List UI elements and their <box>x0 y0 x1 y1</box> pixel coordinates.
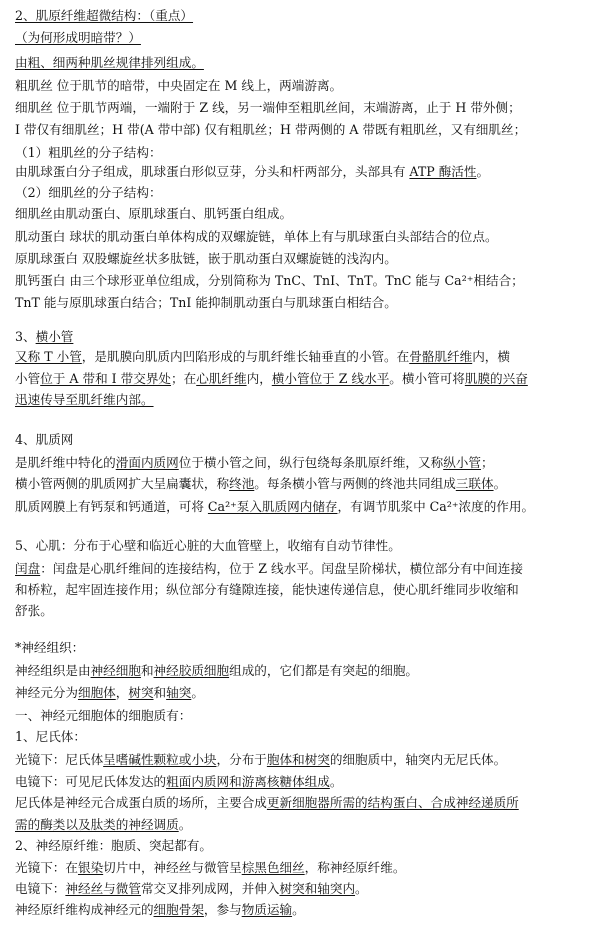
text-segment: ，参与 <box>203 902 242 917</box>
text-line <box>15 392 585 408</box>
text-segment: 组成的，它们都是有突起的细胞。 <box>229 663 418 678</box>
text-segment: 。 <box>355 881 368 896</box>
text-segment: 位于横小管之间，纵行包绕每条肌原纤维，又称 <box>178 455 444 470</box>
underlined-text: 神经丝与微管 <box>65 881 141 896</box>
underlined-text: （为何形成明暗带？） <box>15 30 141 45</box>
underlined-text: 胞体和树突 <box>266 752 330 767</box>
text-segment: ，分布于 <box>216 752 267 767</box>
underlined-text: 物质运输 <box>241 902 293 917</box>
text-segment: 尼氏体是神经元合成蛋白质的场所，主要合成 <box>15 795 267 810</box>
text-segment: （2）细肌丝的分子结构： <box>15 185 162 200</box>
underlined-text: 呈嗜碱性颗粒或小块 <box>103 752 217 767</box>
underlined-text: 树突 <box>128 685 154 700</box>
underlined-text: 神经细胞 <box>90 663 141 678</box>
text-segment: ；在 <box>171 371 197 386</box>
text-line <box>15 206 585 222</box>
underlined-text: 纵小管 <box>443 455 481 470</box>
text-line <box>15 708 585 724</box>
underlined-text: 银染 <box>77 860 104 875</box>
text-segment: I 带仅有细肌丝；H 带(A 带中部) 仅有粗肌丝；H 带两侧的 A 带既有粗肌丝，又有细肌丝； <box>15 122 527 137</box>
text-segment: 。 <box>329 774 343 789</box>
underlined-text: 棕黑色细丝 <box>241 860 305 875</box>
underlined-text: 位于 A 带和 I 带交界处 <box>40 371 172 386</box>
text-segment: 肌钙蛋白 由三个球形亚单位组成，分别简称为 TnC、TnI、TnT。TnC 能与 Ca²⁺相结合； <box>15 273 524 288</box>
text-segment: 神经原纤维构成神经元的 <box>15 902 154 917</box>
underlined-text: 粗面内质网和游离核糖体组成 <box>166 774 330 789</box>
text-segment: ，是肌膜向肌质内凹陷形成的与肌纤维长轴垂直的小管。在 <box>81 349 410 364</box>
text-segment: 常交叉排列成网，并伸入 <box>140 881 280 896</box>
text-line <box>15 860 585 876</box>
underlined-text: ATP 酶活性 <box>409 164 477 179</box>
text-segment: 。每条横小管与两侧的终池共同组成 <box>254 476 456 491</box>
text-segment: 肌质网膜上有钙泵和钙通道，可将 <box>15 499 208 514</box>
text-segment: 2、神经原纤维：胞质、突起都有。 <box>15 838 212 853</box>
text-segment: （1）粗肌丝的分子结构： <box>15 145 162 160</box>
text-segment: 1、尼氏体： <box>15 729 86 744</box>
text-line <box>15 100 585 116</box>
text-segment: 。 <box>191 685 204 700</box>
text-segment: 的细胞质中，轴突内无尼氏体。 <box>329 752 507 767</box>
text-segment: 细肌丝由肌动蛋白、原肌球蛋白、肌钙蛋白组成。 <box>15 206 293 221</box>
text-segment: 肌动蛋白 球状的肌动蛋白单体构成的双螺旋链，单体上有与肌球蛋白头部结合的位点。 <box>15 229 498 244</box>
text-segment: 神经元分为 <box>15 685 78 700</box>
underlined-text: 树突和轴突内 <box>279 881 356 896</box>
text-line <box>15 774 585 790</box>
text-line <box>15 371 585 387</box>
text-segment: 4、肌质网 <box>15 432 74 447</box>
text-line <box>15 603 585 619</box>
text-segment: 小管 <box>15 371 41 386</box>
underlined-text: 心肌纤维 <box>196 371 247 386</box>
text-line <box>15 640 585 656</box>
text-line <box>15 881 585 897</box>
text-line <box>15 582 585 598</box>
text-line <box>15 185 585 201</box>
underlined-text: 细胞骨架 <box>153 902 204 917</box>
text-line <box>15 455 585 471</box>
text-segment: 切片中，神经丝与微管呈 <box>103 860 242 875</box>
text-line <box>15 561 585 577</box>
text-segment: 一、神经元细胞体的细胞质有： <box>15 708 192 723</box>
underlined-text: 神经胶质细胞 <box>153 663 230 678</box>
underlined-text: 需的酶类以及肽类的神经调质 <box>15 817 179 832</box>
text-segment: 神经组织是由 <box>15 663 91 678</box>
underlined-text: Ca²⁺泵入肌质网内储存 <box>207 499 338 514</box>
text-segment: 内，横 <box>472 349 510 364</box>
underlined-text: 横小管位于 Z 线水平 <box>271 371 390 386</box>
text-line <box>15 78 585 94</box>
underlined-text: 肌膜的兴奋 <box>464 371 528 386</box>
text-line <box>15 817 585 833</box>
text-segment: 3、 <box>15 329 36 344</box>
text-segment: 。 <box>493 476 507 491</box>
underlined-text: 细胞体 <box>77 685 116 700</box>
underlined-text: 横小管 <box>35 329 74 344</box>
underlined-text: 由粗、细两种肌丝规律排列组成。 <box>15 55 204 70</box>
text-line <box>15 122 585 138</box>
text-segment: 和 <box>140 663 154 678</box>
text-segment: 和 <box>153 685 167 700</box>
underlined-text: 闰盘 <box>15 561 41 576</box>
text-segment: 光镜下：尼氏体 <box>15 752 104 767</box>
text-segment: ； <box>480 455 494 470</box>
underlined-text: 迅速传导至肌纤维内部。 <box>15 392 154 407</box>
text-line <box>15 499 585 515</box>
text-segment: 由肌球蛋白分子组成，肌球蛋白形似豆芽，分头和杆两部分，头部具有 <box>15 164 410 179</box>
text-line <box>15 838 585 854</box>
text-segment: TnT 能与原肌球蛋白结合；TnI 能抑制肌动蛋白与肌球蛋白相结合。 <box>15 295 397 310</box>
text-segment: 横小管两侧的肌质网扩大呈扁囊状，称 <box>15 476 230 491</box>
text-segment: 内， <box>246 371 272 386</box>
text-line <box>15 329 585 345</box>
text-segment: ，有调节肌浆中 Ca²⁺浓度的作用。 <box>337 499 535 514</box>
text-segment: ， <box>115 685 129 700</box>
text-line <box>15 752 585 768</box>
text-segment: 细肌丝 位于肌节两端，一端附于 Z 线，另一端伸至粗肌丝间，末端游离，止于 H 带外侧； <box>15 100 521 115</box>
text-segment: 舒张。 <box>15 603 53 618</box>
text-segment: 原肌球蛋白 双股螺旋丝状多肽链，嵌于肌动蛋白双螺旋链的浅沟内。 <box>15 251 397 266</box>
text-line <box>15 902 585 918</box>
text-line <box>15 349 585 365</box>
text-line <box>15 295 585 311</box>
underlined-text: 三联体 <box>455 476 494 491</box>
underlined-text: 滑面内质网 <box>115 455 179 470</box>
text-segment: 粗肌丝 位于肌节的暗带，中央固定在 M 线上，两端游离。 <box>15 78 343 93</box>
text-segment: 。 <box>292 902 305 917</box>
text-line <box>15 229 585 245</box>
text-segment: ，称神经原纤维。 <box>304 860 406 875</box>
underlined-text: 骨骼肌纤维 <box>409 349 473 364</box>
text-segment: *神经组织： <box>15 640 85 655</box>
text-segment: 光镜下：在 <box>15 860 78 875</box>
text-line <box>15 55 585 71</box>
text-segment: 电镜下： <box>15 881 66 896</box>
underlined-text: 终池 <box>229 476 255 491</box>
text-line <box>15 663 585 679</box>
text-segment: 电镜下：可见尼氏体发达的 <box>15 774 167 789</box>
text-line <box>15 30 585 46</box>
text-line <box>15 164 585 180</box>
underlined-text: 轴突 <box>166 685 192 700</box>
text-segment: 5、心肌：分布于心壁和临近心脏的大血管壁上，收缩有自动节律性。 <box>15 538 401 553</box>
text-segment: ：闰盘是心肌纤维间的连接结构，位于 Z 线水平。闰盘呈阶梯状，横位部分有中间连接 <box>40 561 523 576</box>
text-segment: 。横小管可将 <box>389 371 465 386</box>
text-segment: 是肌纤维中特化的 <box>15 455 116 470</box>
text-line <box>15 685 585 701</box>
text-line <box>15 145 585 161</box>
underlined-text: 2、肌原纤维超微结构：（重点） <box>15 8 194 23</box>
text-segment: 和桥粒，起牢固连接作用；纵位部分有缝隙连接，能快速传递信息，使心肌纤维同步收缩和 <box>15 582 519 597</box>
underlined-text: 更新细胞器所需的结构蛋白、合成神经递质所 <box>266 795 519 810</box>
text-line <box>15 8 585 24</box>
text-segment: 。 <box>476 164 490 179</box>
text-line <box>15 476 585 492</box>
text-line <box>15 538 585 554</box>
text-line <box>15 273 585 289</box>
text-segment: 。 <box>178 817 192 832</box>
text-line <box>15 432 585 448</box>
text-line <box>15 795 585 811</box>
text-line <box>15 251 585 267</box>
underlined-text: 又称 T 小管 <box>15 349 82 364</box>
text-line <box>15 729 585 745</box>
